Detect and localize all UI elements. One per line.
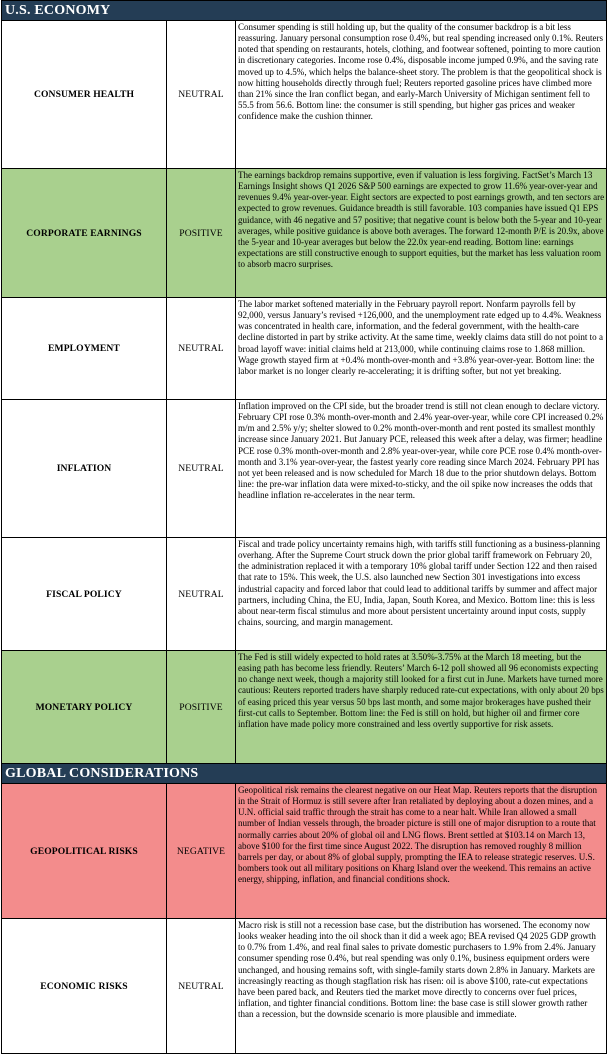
- commentary-text: The earnings backdrop remains supportive, even if valuation is less forgiving. FactSet’s March 13 Earnings Insight shows Q1 2026 S&P 500 earnings are expected to grow 11.6% year-over-year and revenues 9.4% year-over-year. Eight sectors are expected to post earnings growth, and ten sectors are expected to grow revenues. Guidance breadth is still favorable. 103 companies have issued Q1 EPS guidance, with 46 negative and 57 positive; that negative count is below both the 5-year and 10-year averages, while positive guidance is above both averages. The forward 12-month P/E is 20.9x, above the 5-year and 10-year averages but below the 22.0x year-end reading. Bottom line: earnings expectations are still constructive enough to support equities, but the market has less valuation room to absorb macro surprises.: [238, 170, 605, 270]
- row-monetary-policy: [2, 651, 606, 764]
- row-geopolitical-risks: [2, 784, 606, 919]
- commentary-text: Fiscal and trade policy uncertainty remains high, with tariffs still functioning as a business-planning overhang. After the Supreme Court struck down the prior global tariff framework on February 20, the administration replaced it with a temporary 10% global tariff under Section 122 and then raised that rate to 15%. This week, the U.S. also launched new Section 301 investigations into excess industrial capacity and forced labor that could lead to additional tariffs by summer and affect major partners, including China, the EU, India, Japan, South Korea, and Mexico. Bottom line: this is less about near-term fiscal stimulus and more about persistent uncertainty around input costs, supply chains, sourcing, and margin management.: [238, 539, 601, 628]
- row-corporate-earnings: [2, 169, 606, 298]
- row-fiscal-policy: [2, 538, 606, 651]
- category-label: MONETARY POLICY: [2, 651, 167, 763]
- category-label: GEOPOLITICAL RISKS: [2, 784, 167, 918]
- section-header-us-economy: U.S. ECONOMY: [2, 1, 606, 21]
- row-economic-risks: [2, 919, 606, 1053]
- category-label: INFLATION: [2, 400, 167, 537]
- commentary-text: Inflation improved on the CPI side, but the broader trend is still not clean enough to declare victory. February CPI rose 0.3% month-over-month and 2.4% year-over-year, while core CPI increased 0.2% m/m and 2.5% y/y; shelter slowed to 0.2% month-over-month and rent posted its smallest monthly increase since January 2021. But January PCE, released this week after a delay, was firmer; headline PCE rose 0.3% month-over-month and 2.8% year-over-year, while core PCE rose 0.4% month-over-month and 3.1% year-over-year, the fastest yearly core reading since March 2024. February PPI has not yet been released and is now scheduled for March 18 due to the prior shutdown delays. Bottom line: the pre-war inflation data were mixed-to-sticky, and the oil spike now increases the odds that headline inflation re-accelerates in the near term.: [238, 401, 604, 501]
- rating-label: NEUTRAL: [167, 919, 236, 1053]
- category-label: EMPLOYMENT: [2, 298, 167, 399]
- rating-label: POSITIVE: [167, 651, 236, 763]
- section-header-global-considerations: GLOBAL CONSIDERATIONS: [2, 764, 606, 784]
- rating-label: NEUTRAL: [167, 21, 236, 168]
- rating-label: NEUTRAL: [167, 538, 236, 650]
- row-employment: [2, 298, 606, 400]
- category-label: FISCAL POLICY: [2, 538, 167, 650]
- heat-map-table: [1, 0, 607, 1054]
- commentary-text: The Fed is still widely expected to hold rates at 3.50%-3.75% at the March 18 meeting, but the easing path has become less friendly. Reuters’ March 6-12 poll showed all 96 economists expecting no change next week, though a majority still looked for a first cut in June. Markets have turned more cautious: Reuters reported traders have sharply reduced rate-cut expectations, with only about 20 bps of easing priced this year versus 50 bps last month, and some major brokerages have pushed their first-cut calls to September. Bottom line: the Fed is still on hold, but higher oil and firmer core inflation have made policy more constrained and less overtly supportive for risk assets.: [238, 652, 604, 729]
- category-label: CONSUMER HEALTH: [2, 21, 167, 168]
- rating-label: NEUTRAL: [167, 298, 236, 399]
- row-inflation: [2, 400, 606, 538]
- rating-label: NEGATIVE: [167, 784, 236, 918]
- category-label: ECONOMIC RISKS: [2, 919, 167, 1053]
- rating-label: POSITIVE: [167, 169, 236, 297]
- commentary-text: Macro risk is still not a recession base case, but the distribution has worsened. The economy now looks weaker heading into the oil shock than it did a week ago; BEA revised Q4 2025 GDP growth to 0.7% from 1.4%, and real final sales to private domestic purchasers to 1.9% from 2.4%. January consumer spending rose 0.4%, but real spending was only 0.1%, business equipment orders were unchanged, and housing remains soft, with single-family starts down 2.8% in January. Markets are increasingly reacting as though stagflation risk has risen: oil is above $100, rate-cut expectations have been pared back, and Reuters tied the market move directly to concerns over fuel prices, inflation, and tighter financial conditions. Bottom line: the base case is still slower growth rather than a recession, but the downside scenario is more plausible and immediate.: [238, 920, 596, 1020]
- category-label: CORPORATE EARNINGS: [2, 169, 167, 297]
- commentary-text: The labor market softened materially in the February payroll report. Nonfarm payrolls fell by 92,000, versus January’s revised +126,000, and the unemployment rate edged up to 4.4%. Weakness was concentrated in health care, information, and the federal government, with the health-care decline distorted in part by strike activity. At the same time, weekly claims data still do not point to a broad layoff wave: initial claims held at 213,000, while continuing claims rose to 1.868 million. Wage growth stayed firm at +0.4% month-over-month and +3.8% year-over-year. Bottom line: the labor market is no longer clearly re-accelerating; it is drifting softer, but not yet breaking.: [238, 299, 603, 376]
- rating-label: NEUTRAL: [167, 400, 236, 537]
- row-consumer-health: [2, 21, 606, 169]
- commentary-text: Consumer spending is still holding up, but the quality of the consumer backdrop is a bit less reassuring. January personal consumption rose 0.4%, but real spending increased only 0.1%. Reuters noted that spending on restaurants, hotels, clothing, and footwear softened, pointing to more caution in discretionary categories. Income rose 0.4%, disposable income jumped 0.9%, and the saving rate moved up to 4.5%, which helps the balance-sheet story. The problem is that the geopolitical shock is now hitting households directly through fuel; Reuters reported gasoline prices have climbed more than 21% since the Iran conflict began, and early-March University of Michigan sentiment fell to 55.5 from 56.6. Bottom line: the consumer is still spending, but higher gas prices and weaker confidence make the cushion thinner.: [238, 22, 604, 122]
- commentary-text: Geopolitical risk remains the clearest negative on our Heat Map. Reuters reports that the disruption in the Strait of Hormuz is still severe after Iran retaliated by deploying about a dozen mines, and a U.N. official said traffic through the strait has come to a near halt. While Iran allowed a small number of Indian vessels through, the broader picture is still one of major disruption to a route that normally carries about 20% of global oil and LNG flows. Brent settled at $103.14 on March 13, above $100 for the first time since August 2022. The disruption has removed roughly 8 million barrels per day, or about 8% of global supply, prompting the IEA to release strategic reserves. U.S. bombers took out all military positions on Kharg Island over the weekend. This remains an active energy, shipping, inflation, and financial conditions shock.: [238, 785, 598, 885]
